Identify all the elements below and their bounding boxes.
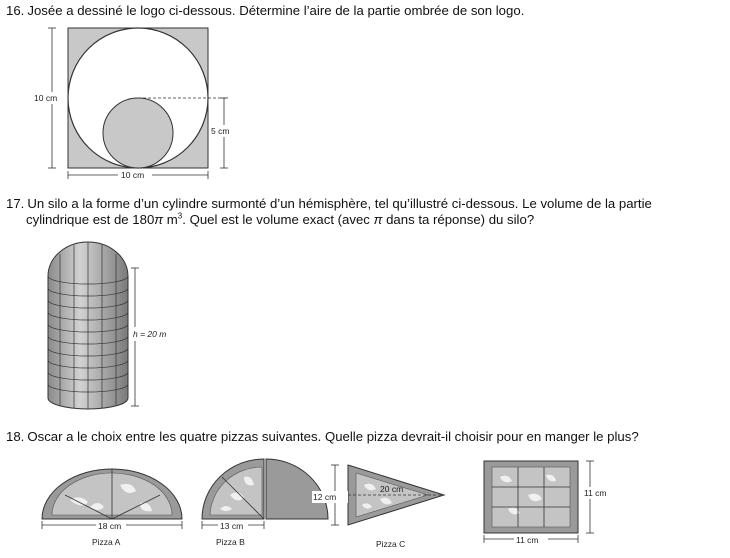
pizza-c-dimension-b: 20 cm [380,484,404,494]
question-text-line2: cylindrique est de 180π $m^3$. Quel est le volume exact (avec π dans ta réponse) du silo? [26,211,535,227]
pizza-b [202,459,328,547]
pizza-a-dimension: 18 cm [98,521,122,531]
question-number: 16. [6,3,25,18]
logo-figure [30,22,230,182]
question-number: 18. [6,429,25,444]
question-18 [6,429,639,445]
question-text: Josée a dessiné le logo ci-dessous. Détermine l’aire de la partie ombrée de son logo. [27,3,525,18]
silo-height-label: h = 20 m [133,329,167,339]
pizza-d-dimension-b: 11 cm [516,535,539,545]
pizza-d-dimension-a: 11 cm [584,488,607,498]
pizza-c-dimension-a: 12 cm [313,492,337,502]
pizza-a [42,469,182,547]
question-16 [6,3,524,19]
pizza-c [312,465,444,549]
pizza-b-name: Pizza B [216,537,245,547]
pizza-b-dimension: 13 cm [220,521,244,531]
question-text: Oscar a le choix entre les quatre pizzas suivantes. Quelle pizza devrait-il choisir pour en manger le plus? [27,429,639,444]
pizza-c-name: Pizza C [376,539,406,549]
question-number: 17. [6,196,25,211]
pizza-a-name: Pizza A [92,537,121,547]
height-label: 10 cm [34,93,58,103]
small-circle [103,98,173,168]
pizza-d [484,461,617,545]
silo-grid [48,242,128,409]
question-17 [6,196,652,228]
pizza-figures [30,455,730,558]
silo-figure [40,238,190,418]
small-label: 5 cm [211,126,230,136]
width-label: 10 cm [121,170,145,180]
question-text-line1: Un silo a la forme d’un cylindre surmonté d’un hémisphère, tel qu’illustré ci-dessous. Le volume de la partie [27,196,652,211]
